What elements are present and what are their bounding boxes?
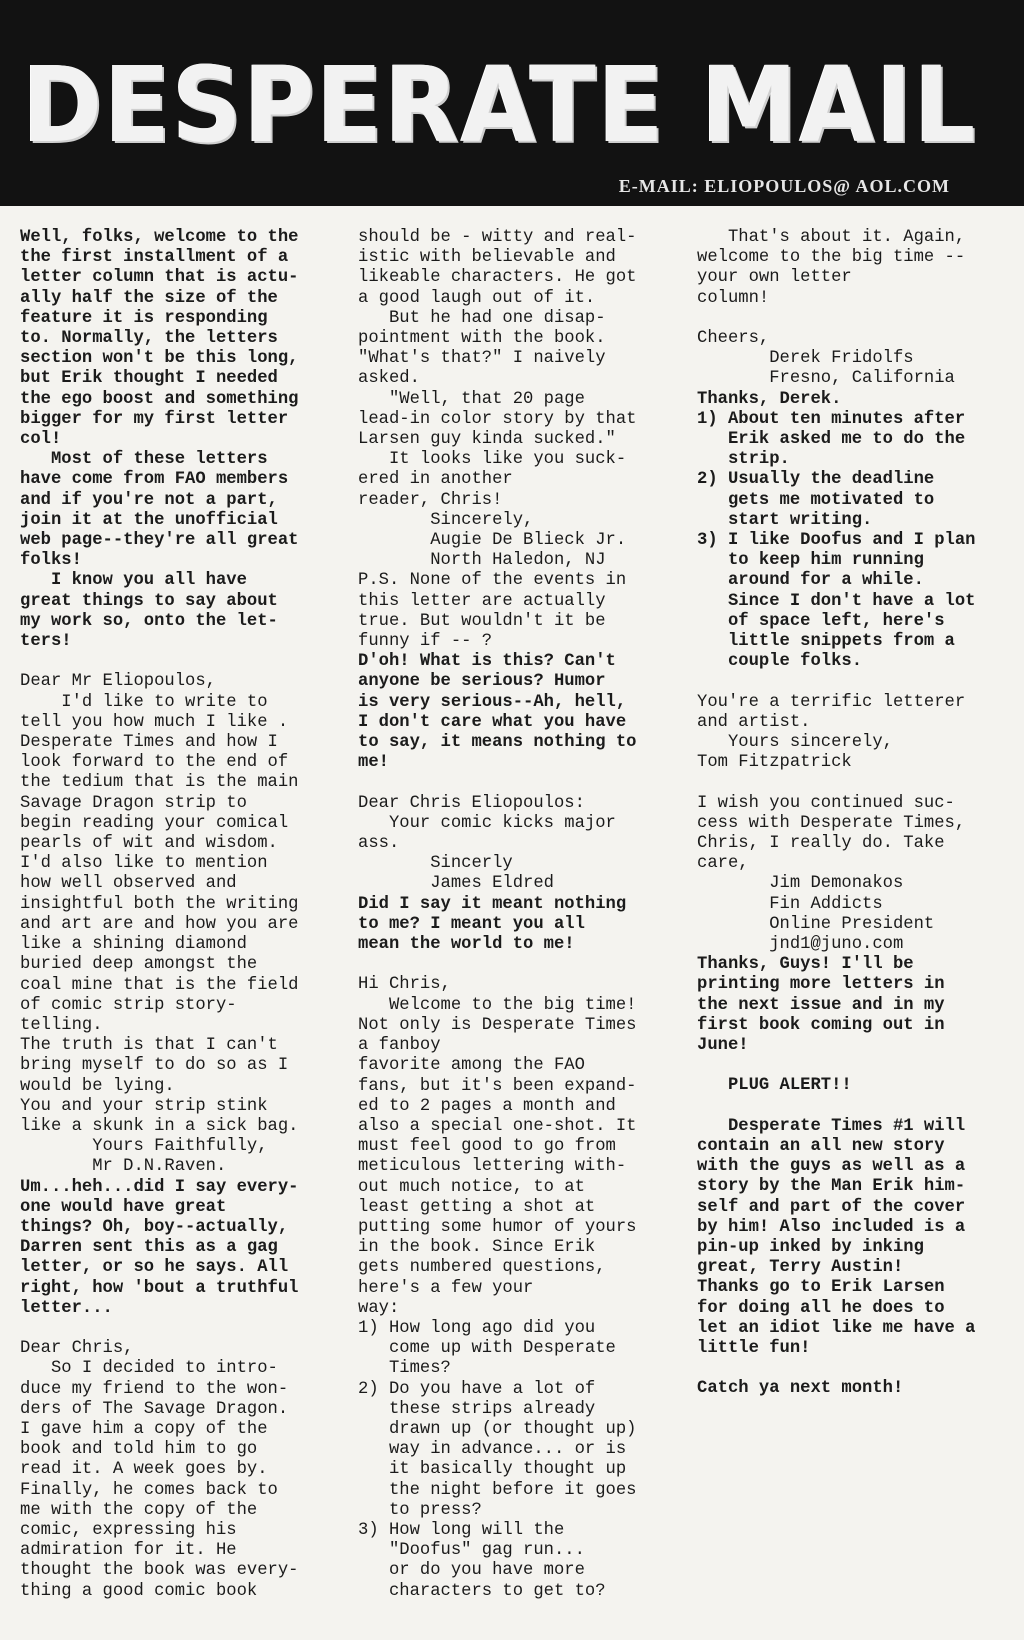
text-line: these strips already (358, 1399, 596, 1419)
text-line: I wish you continued suc- (697, 793, 955, 813)
text-line: first book coming out in (697, 1015, 945, 1035)
text-line: drawn up (or thought up) (358, 1419, 637, 1439)
text-line: also a special one-shot. It (358, 1116, 637, 1136)
text-line: Catch ya next month! (697, 1379, 904, 1399)
text-line: Thanks, Derek. (697, 389, 842, 409)
text-line (697, 1359, 1017, 1379)
text-line (358, 955, 678, 975)
text-line: welcome to the big time -- (697, 248, 966, 268)
text-line: Desperate Times and how I (20, 733, 278, 753)
text-line: tell you how much I like . (20, 712, 289, 732)
text-line: this letter are actually (358, 591, 606, 611)
text-line: around for a while. (697, 571, 924, 591)
text-line: would be lying. (20, 1076, 175, 1096)
text-line: way: (358, 1298, 400, 1318)
text-line: Finally, he comes back to (20, 1480, 278, 1500)
text-line: couple folks. (697, 652, 863, 672)
text-line: coal mine that is the field (20, 975, 299, 995)
text-line: to. Normally, the letters (20, 329, 278, 349)
text-line: letter column that is actu- (20, 268, 299, 288)
text-line: Cheers, (697, 329, 770, 348)
text-line: it basically thought up (358, 1460, 627, 1480)
text-line: look forward to the end of (20, 753, 289, 773)
text-line: funny if -- ? (358, 632, 493, 652)
text-line: admiration for it. He (20, 1541, 237, 1561)
text-line: likeable characters. He got (358, 268, 637, 288)
text-line: in the book. Since Erik (358, 1238, 596, 1258)
text-line: Welcome to the big time! (358, 995, 637, 1015)
text-line: one would have great (20, 1197, 227, 1217)
text-line: I'd like to write to (20, 692, 268, 712)
text-line: Erik asked me to do the (697, 430, 966, 450)
text-line: 2) Do you have a lot of (358, 1379, 596, 1399)
text-line: Savage Dragon strip to (20, 793, 247, 813)
text-line: begin reading your comical (20, 813, 289, 833)
text-line: Dear Chris Eliopoulos: (358, 793, 585, 813)
text-line: your own letter (697, 268, 852, 288)
text-line: for doing all he does to (697, 1298, 945, 1318)
text-line: gets numbered questions, (358, 1258, 606, 1278)
text-line: istic with believable and (358, 248, 616, 268)
text-line: putting some humor of yours (358, 1217, 637, 1237)
text-line: I'd also like to mention (20, 854, 268, 874)
text-line: Jim Demonakos (697, 874, 904, 894)
text-line: comic, expressing his (20, 1520, 237, 1540)
text-line: thing a good comic book (20, 1581, 258, 1601)
text-line: 1) About ten minutes after (697, 409, 966, 429)
text-line: Fin Addicts (697, 894, 883, 914)
text-line: here's a few your (358, 1278, 534, 1298)
page-title: DESPERATE MAIL (22, 44, 978, 166)
text-line: join it at the unofficial (20, 510, 278, 530)
text-line: the night before it goes (358, 1480, 637, 1500)
text-line: reader, Chris! (358, 490, 503, 510)
text-line: great things to say about (20, 591, 278, 611)
text-line (697, 672, 1017, 692)
text-line: Fresno, California (697, 369, 955, 389)
text-line: ed to 2 pages a month and (358, 1096, 616, 1116)
text-line: Thanks, Guys! I'll be (697, 955, 914, 975)
text-line: Since I don't have a lot (697, 591, 976, 611)
text-line: insightful both the writing (20, 894, 299, 914)
text-line: Yours Faithfully, (20, 1137, 268, 1157)
text-line: or do you have more (358, 1561, 585, 1581)
text-line: lead-in color story by that (358, 409, 637, 429)
text-line: col! (20, 430, 62, 450)
text-line: way in advance... or is (358, 1440, 627, 1460)
text-line: least getting a shot at (358, 1197, 596, 1217)
text-line: have come from FAO members (20, 470, 289, 490)
text-line: cess with Desperate Times, (697, 813, 966, 833)
text-line: is very serious--Ah, hell, (358, 692, 627, 712)
text-line: Not only is Desperate Times (358, 1015, 637, 1035)
text-line: the first installment of a (20, 248, 289, 268)
text-line: 3) I like Doofus and I plan (697, 531, 976, 551)
text-line: ders of The Savage Dragon. (20, 1399, 289, 1419)
text-line: Thanks go to Erik Larsen (697, 1278, 945, 1298)
text-line: letter... (20, 1298, 113, 1318)
text-line: like a shining diamond (20, 935, 247, 955)
text-line: by him! Also included is a (697, 1217, 966, 1237)
text-line: 3) How long will the (358, 1520, 565, 1540)
text-line (697, 1097, 1017, 1117)
text-line (697, 1056, 1017, 1076)
text-line: bring myself to do so as I (20, 1056, 289, 1076)
text-line: Online President (697, 914, 935, 934)
text-line: strip. (697, 450, 790, 470)
text-line: pin-up inked by inking (697, 1238, 924, 1258)
text-line: of comic strip story- (20, 995, 237, 1015)
text-line: I gave him a copy of the (20, 1419, 268, 1439)
text-line: Sincerely, (358, 510, 534, 530)
text-line: Tom Fitzpatrick (697, 753, 852, 773)
text-line: pointment with the book. (358, 329, 606, 349)
text-line: Well, folks, welcome to the (20, 228, 299, 247)
text-line: 1) How long ago did you (358, 1318, 596, 1338)
text-line: Dear Chris, (20, 1339, 134, 1359)
text-line: It looks like you suck- (358, 450, 627, 470)
text-line: printing more letters in (697, 975, 945, 995)
text-line: fans, but it's been expand- (358, 1076, 637, 1096)
text-line: to say, it means nothing to (358, 733, 637, 753)
text-line: characters to get to? (358, 1581, 606, 1601)
text-line (20, 652, 340, 672)
text-line: and if you're not a part, (20, 490, 278, 510)
text-line: true. But wouldn't it be (358, 611, 606, 631)
text-line: Desperate Times #1 will (697, 1116, 966, 1136)
text-line: come up with Desperate (358, 1339, 616, 1359)
text-line: to keep him running (697, 551, 924, 571)
text-line: Hi Chris, (358, 975, 451, 995)
text-line: That's about it. Again, (697, 228, 966, 247)
text-line: James Eldred (358, 874, 554, 894)
text-line: Sincerly (358, 854, 513, 874)
text-line: column! (697, 288, 770, 308)
text-line (20, 1319, 340, 1339)
text-line: 2) Usually the deadline (697, 470, 935, 490)
text-line: Most of these letters (20, 450, 268, 470)
text-line: gets me motivated to (697, 490, 935, 510)
text-line: telling. (20, 1015, 103, 1035)
text-line: to me? I meant you all (358, 914, 585, 934)
text-line: PLUG ALERT!! (697, 1076, 852, 1096)
text-line: my work so, onto the let- (20, 611, 278, 631)
text-line: Larsen guy kinda sucked." (358, 430, 616, 450)
text-line: favorite among the FAO (358, 1056, 585, 1076)
text-line: web page--they're all great (20, 531, 299, 551)
text-line: me with the copy of the (20, 1500, 258, 1520)
text-line: a good laugh out of it. (358, 288, 596, 308)
text-line: Your comic kicks major (358, 813, 616, 833)
text-line: ered in another (358, 470, 513, 490)
text-line: duce my friend to the won- (20, 1379, 289, 1399)
letter-column-1 (20, 228, 340, 1602)
text-line: like a skunk in a sick bag. (20, 1116, 299, 1136)
text-line: start writing. (697, 510, 873, 530)
text-line: ters! (20, 632, 72, 652)
text-line: care, (697, 854, 749, 874)
email-address: E-MAIL: ELIOPOULOS@ AOL.COM (618, 176, 950, 196)
text-line: Augie De Blieck Jr. (358, 531, 627, 551)
letter-column-2 (358, 228, 678, 1602)
text-line: and art are and how you are (20, 914, 299, 934)
text-line: section won't be this long, (20, 349, 299, 369)
text-line: You and your strip stink (20, 1096, 268, 1116)
text-line: the ego boost and something (20, 389, 299, 409)
text-line: with the guys as well as a (697, 1157, 966, 1177)
text-line: So I decided to intro- (20, 1359, 278, 1379)
text-line: Dear Mr Eliopoulos, (20, 672, 216, 692)
text-line: Mr D.N.Raven. (20, 1157, 227, 1177)
text-line: little snippets from a (697, 632, 955, 652)
text-line: must feel good to go from (358, 1137, 616, 1157)
text-line: letter, or so he says. All (20, 1258, 289, 1278)
text-line: ally half the size of the (20, 288, 278, 308)
letter-column-3 (697, 228, 1017, 1400)
text-line: contain an all new story (697, 1137, 945, 1157)
text-line: the next issue and in my (697, 995, 945, 1015)
text-line: But he had one disap- (358, 308, 606, 328)
text-line: a fanboy (358, 1036, 441, 1056)
text-line: I don't care what you have (358, 712, 627, 732)
text-line: feature it is responding (20, 308, 268, 328)
text-line: things? Oh, boy--actually, (20, 1217, 289, 1237)
text-line: Darren sent this as a gag (20, 1238, 278, 1258)
text-line: read it. A week goes by. (20, 1460, 268, 1480)
text-line: asked. (358, 369, 420, 389)
text-line: ass. (358, 834, 400, 854)
text-line: "What's that?" I naively (358, 349, 606, 369)
text-line: Times? (358, 1359, 451, 1379)
text-line: The truth is that I can't (20, 1036, 278, 1056)
text-line: little fun! (697, 1339, 811, 1359)
text-line: D'oh! What is this? Can't (358, 652, 616, 672)
text-line: Derek Fridolfs (697, 349, 914, 369)
text-line: folks! (20, 551, 82, 571)
text-line: "Doofus" gag run... (358, 1541, 585, 1561)
text-line: North Haledon, NJ (358, 551, 606, 571)
text-line: You're a terrific letterer (697, 692, 966, 712)
text-line: great, Terry Austin! (697, 1258, 904, 1278)
text-line: out much notice, to at (358, 1177, 585, 1197)
text-line: to press? (358, 1500, 482, 1520)
text-line: Chris, I really do. Take (697, 834, 945, 854)
text-line: Did I say it meant nothing (358, 894, 627, 914)
text-line: me! (358, 753, 389, 773)
text-line: self and part of the cover (697, 1197, 966, 1217)
text-line: book and told him to go (20, 1440, 258, 1460)
text-line: jnd1@juno.com (697, 935, 904, 955)
text-line: the tedium that is the main (20, 773, 299, 793)
text-line: but Erik thought I needed (20, 369, 278, 389)
text-line: buried deep amongst the (20, 955, 258, 975)
masthead (0, 0, 1024, 206)
text-line: I know you all have (20, 571, 247, 591)
text-line: pearls of wit and wisdom. (20, 834, 278, 854)
text-line: right, how 'bout a truthful (20, 1278, 299, 1298)
text-line: P.S. None of the events in (358, 571, 627, 591)
text-line: and artist. (697, 712, 811, 732)
text-line: mean the world to me! (358, 935, 575, 955)
text-line: Um...heh...did I say every- (20, 1177, 299, 1197)
text-line: let an idiot like me have a (697, 1318, 976, 1338)
text-line: meticulous lettering with- (358, 1157, 627, 1177)
text-line: "Well, that 20 page (358, 389, 585, 409)
text-line: story by the Man Erik him- (697, 1177, 966, 1197)
text-line: anyone be serious? Humor (358, 672, 606, 692)
text-line: of space left, here's (697, 611, 945, 631)
text-line: June! (697, 1036, 749, 1056)
text-line: Yours sincerely, (697, 733, 893, 753)
text-line: thought the book was every- (20, 1561, 299, 1581)
text-line (697, 309, 1017, 329)
text-line: bigger for my first letter (20, 409, 289, 429)
text-line: should be - witty and real- (358, 228, 637, 247)
text-line: how well observed and (20, 874, 237, 894)
text-line (697, 773, 1017, 793)
text-line (358, 773, 678, 793)
